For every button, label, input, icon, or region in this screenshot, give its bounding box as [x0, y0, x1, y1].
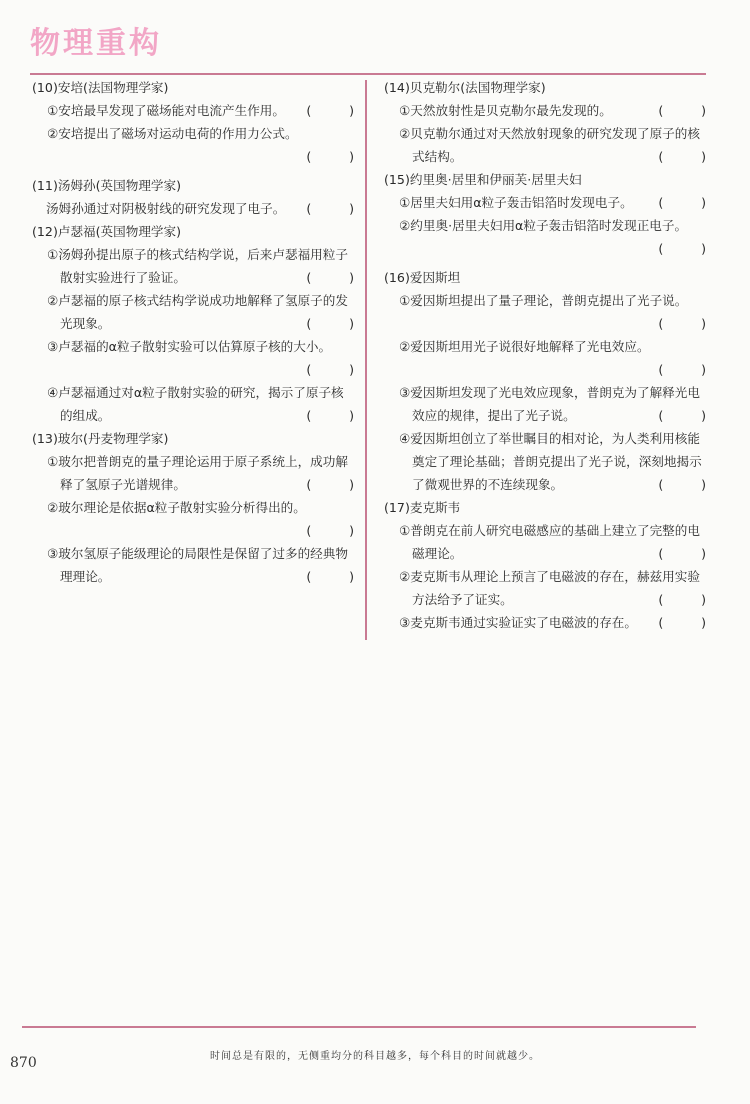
section-title: (17)麦克斯韦 [384, 500, 461, 515]
question-item [32, 496, 354, 542]
section-title: (16)爱因斯坦 [384, 270, 461, 285]
question-text: ④卢瑟福通过对α粒子散射实验的研究，揭示了原子核的组成。 [47, 385, 344, 423]
question-item [384, 611, 706, 634]
page-number: 870 [10, 1055, 37, 1071]
question-item [384, 99, 706, 122]
question-text: ③爱因斯坦发现了光电效应现象，普朗克为了解释光电效应的规律，提出了光子说。 [399, 385, 700, 423]
answer-blank[interactable]: ( ) [306, 149, 354, 164]
question-item [384, 214, 706, 260]
question-item [32, 243, 354, 289]
header-title: 物理重构 [30, 26, 162, 61]
question-item [384, 289, 706, 335]
section-title: (10)安培(法国物理学家) [32, 80, 169, 95]
answer-blank[interactable]: ( ) [658, 103, 706, 118]
question-item [32, 450, 354, 496]
question-text: ②麦克斯韦从理论上预言了电磁波的存在，赫兹用实验方法给予了证实。 [399, 569, 700, 607]
question-text: ①普朗克在前人研究电磁感应的基础上建立了完整的电磁理论。 [399, 523, 700, 561]
answer-blank[interactable]: ( ) [306, 362, 354, 377]
question-text: ③麦克斯韦通过实验证实了电磁波的存在。 [399, 615, 637, 630]
question-text: ②贝克勒尔通过对天然放射现象的研究发现了原子的核式结构。 [399, 126, 700, 164]
section-title: (15)约里奥·居里和伊丽芙·居里夫妇 [384, 172, 582, 187]
question-text: ②安培提出了磁场对运动电荷的作用力公式。 [47, 126, 298, 141]
section-title: (14)贝克勒尔(法国物理学家) [384, 80, 546, 95]
question-text: 汤姆孙通过对阴极射线的研究发现了电子。 [46, 201, 286, 216]
question-item [32, 542, 354, 588]
section-title: (13)玻尔(丹麦物理学家) [32, 431, 169, 446]
footer-motto: 时间总是有限的，无侧重均分的科目越多，每个科目的时间就越少。 [210, 1051, 540, 1062]
question-text: ③玻尔氢原子能级理论的局限性是保留了过多的经典物理理论。 [47, 546, 348, 584]
question-item [384, 191, 706, 214]
answer-blank[interactable]: ( ) [306, 569, 354, 584]
question-text: ④爱因斯坦创立了举世瞩目的相对论，为人类利用核能奠定了理论基础；普朗克提出了光子说，深刻地揭示了微观世界的不连续现象。 [399, 431, 702, 492]
column-divider [365, 80, 367, 640]
answer-blank[interactable]: ( ) [658, 362, 706, 377]
question-item [384, 519, 706, 565]
question-item [384, 381, 706, 427]
question-item [32, 289, 354, 335]
answer-blank[interactable]: ( ) [658, 477, 706, 492]
answer-blank[interactable]: ( ) [306, 201, 354, 216]
question-item [32, 99, 354, 122]
question-item [32, 335, 354, 381]
section-title: (12)卢瑟福(英国物理学家) [32, 224, 182, 239]
answer-blank[interactable]: ( ) [658, 615, 706, 630]
answer-blank[interactable]: ( ) [306, 316, 354, 331]
left-column [32, 76, 354, 588]
top-rule [30, 73, 706, 75]
question-text: ②卢瑟福的原子核式结构学说成功地解释了氢原子的发光现象。 [47, 293, 348, 331]
answer-blank[interactable]: ( ) [658, 546, 706, 561]
question-item [384, 427, 706, 496]
answer-blank[interactable]: ( ) [658, 195, 706, 210]
question-item [384, 565, 706, 611]
answer-blank[interactable]: ( ) [658, 149, 706, 164]
answer-blank[interactable]: ( ) [658, 592, 706, 607]
question-text: ①天然放射性是贝克勒尔最先发现的。 [399, 103, 612, 118]
right-column [384, 76, 706, 634]
answer-blank[interactable]: ( ) [658, 316, 706, 331]
question-text: ②约里奥·居里夫妇用α粒子轰击铝箔时发现正电子。 [399, 218, 688, 233]
question-text: ①玻尔把普朗克的量子理论运用于原子系统上，成功解释了氢原子光谱规律。 [47, 454, 348, 492]
question-text: ①居里夫妇用α粒子轰击铝箔时发现电子。 [399, 195, 633, 210]
section-title: (11)汤姆孙(英国物理学家) [32, 178, 182, 193]
question-item [32, 197, 354, 220]
answer-blank[interactable]: ( ) [658, 408, 706, 423]
question-text: ③卢瑟福的α粒子散射实验可以估算原子核的大小。 [47, 339, 332, 354]
answer-blank[interactable]: ( ) [306, 270, 354, 285]
answer-blank[interactable]: ( ) [306, 103, 354, 118]
question-text: ②爱因斯坦用光子说很好地解释了光电效应。 [399, 339, 650, 354]
question-item [384, 335, 706, 381]
question-text: ②玻尔理论是依据α粒子散射实验分析得出的。 [47, 500, 306, 515]
bottom-rule [22, 1026, 696, 1028]
question-text: ①汤姆孙提出原子的核式结构学说，后来卢瑟福用粒子散射实验进行了验证。 [47, 247, 348, 285]
question-item [384, 122, 706, 168]
answer-blank[interactable]: ( ) [306, 477, 354, 492]
answer-blank[interactable]: ( ) [306, 408, 354, 423]
question-item [32, 122, 354, 168]
answer-blank[interactable]: ( ) [306, 523, 354, 538]
question-item [32, 381, 354, 427]
answer-blank[interactable]: ( ) [658, 241, 706, 256]
question-text: ①安培最早发现了磁场能对电流产生作用。 [47, 103, 285, 118]
question-text: ①爱因斯坦提出了量子理论，普朗克提出了光子说。 [399, 293, 688, 308]
